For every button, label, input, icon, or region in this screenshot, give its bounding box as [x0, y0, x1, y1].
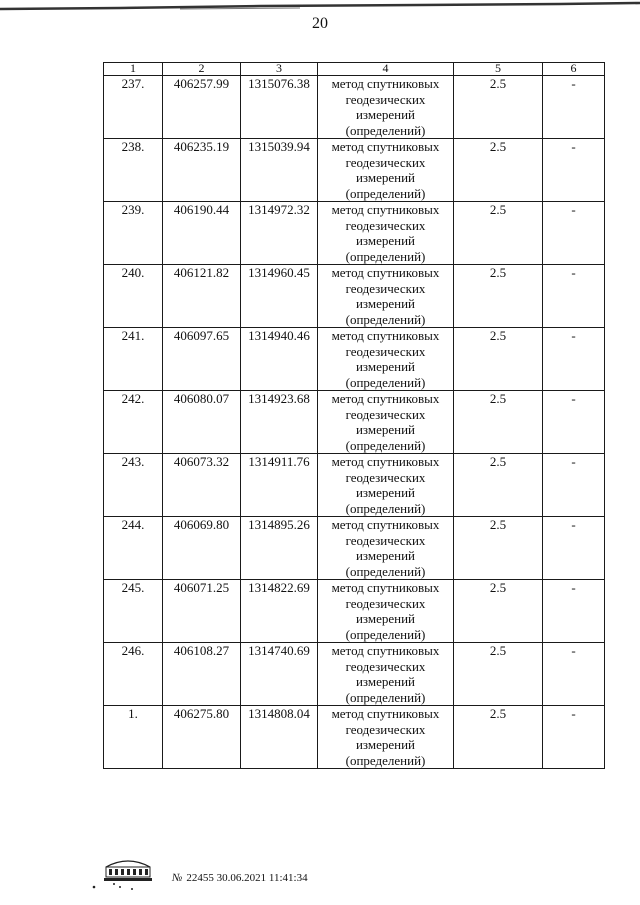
page-number: 20	[312, 15, 328, 32]
coordinate-y: 1314740.69	[241, 643, 318, 706]
method-cell: метод спутниковых геодезических измерений (определений)	[318, 454, 454, 517]
row-number: 237.	[104, 76, 163, 139]
registry-stamp-icon	[88, 853, 168, 893]
note-cell: -	[543, 265, 605, 328]
method-cell: метод спутниковых геодезических измерений (определений)	[318, 265, 454, 328]
coordinate-y: 1314911.76	[241, 454, 318, 517]
accuracy-cell: 2.5	[454, 139, 543, 202]
row-number: 245.	[104, 580, 163, 643]
column-header: 5	[454, 63, 543, 76]
method-cell: метод спутниковых геодезических измерений (определений)	[318, 580, 454, 643]
row-number: 244.	[104, 517, 163, 580]
row-number: 242.	[104, 391, 163, 454]
coordinate-y: 1315076.38	[241, 76, 318, 139]
column-header: 6	[543, 63, 605, 76]
method-cell: метод спутниковых геодезических измерений (определений)	[318, 517, 454, 580]
note-cell: -	[543, 580, 605, 643]
method-cell: метод спутниковых геодезических измерений (определений)	[318, 706, 454, 769]
table-row	[104, 76, 605, 139]
note-cell: -	[543, 454, 605, 517]
method-cell: метод спутниковых геодезических измерений (определений)	[318, 202, 454, 265]
accuracy-cell: 2.5	[454, 265, 543, 328]
row-number: 241.	[104, 328, 163, 391]
accuracy-cell: 2.5	[454, 580, 543, 643]
coordinate-x: 406121.82	[163, 265, 241, 328]
note-cell: -	[543, 76, 605, 139]
table-row	[104, 202, 605, 265]
column-header: 4	[318, 63, 454, 76]
table-row	[104, 517, 605, 580]
table-row	[104, 454, 605, 517]
scan-edge-mark	[0, 0, 640, 14]
row-number: 1.	[104, 706, 163, 769]
method-cell: метод спутниковых геодезических измерений (определений)	[318, 391, 454, 454]
coordinate-y: 1314923.68	[241, 391, 318, 454]
note-cell: -	[543, 643, 605, 706]
accuracy-cell: 2.5	[454, 517, 543, 580]
accuracy-cell: 2.5	[454, 391, 543, 454]
accuracy-cell: 2.5	[454, 328, 543, 391]
accuracy-cell: 2.5	[454, 76, 543, 139]
method-cell: метод спутниковых геодезических измерений (определений)	[318, 76, 454, 139]
table-row	[104, 391, 605, 454]
coordinates-table	[103, 62, 605, 769]
column-header: 2	[163, 63, 241, 76]
row-number: 239.	[104, 202, 163, 265]
table-row	[104, 265, 605, 328]
coordinate-y: 1314808.04	[241, 706, 318, 769]
row-number: 243.	[104, 454, 163, 517]
coordinate-x: 406108.27	[163, 643, 241, 706]
table-header-row	[104, 63, 605, 76]
method-cell: метод спутниковых геодезических измерений (определений)	[318, 139, 454, 202]
column-header: 3	[241, 63, 318, 76]
table-row	[104, 706, 605, 769]
coordinate-x: 406071.25	[163, 580, 241, 643]
coordinate-x: 406080.07	[163, 391, 241, 454]
coordinate-y: 1315039.94	[241, 139, 318, 202]
note-cell: -	[543, 202, 605, 265]
note-cell: -	[543, 139, 605, 202]
table-row	[104, 643, 605, 706]
note-cell: -	[543, 706, 605, 769]
table-row	[104, 139, 605, 202]
row-number: 238.	[104, 139, 163, 202]
coordinate-x: 406190.44	[163, 202, 241, 265]
document-symbol: №	[172, 872, 183, 884]
coordinate-x: 406235.19	[163, 139, 241, 202]
coordinate-y: 1314940.46	[241, 328, 318, 391]
accuracy-cell: 2.5	[454, 706, 543, 769]
coordinate-y: 1314895.26	[241, 517, 318, 580]
table-row	[104, 580, 605, 643]
method-cell: метод спутниковых геодезических измерений (определений)	[318, 643, 454, 706]
note-cell: -	[543, 328, 605, 391]
accuracy-cell: 2.5	[454, 202, 543, 265]
accuracy-cell: 2.5	[454, 643, 543, 706]
registration-stamp-text: 22455 30.06.2021 11:41:34	[186, 872, 308, 884]
row-number: 240.	[104, 265, 163, 328]
coordinate-y: 1314960.45	[241, 265, 318, 328]
coordinate-x: 406097.65	[163, 328, 241, 391]
accuracy-cell: 2.5	[454, 454, 543, 517]
note-cell: -	[543, 517, 605, 580]
coordinate-y: 1314972.32	[241, 202, 318, 265]
note-cell: -	[543, 391, 605, 454]
coordinate-x: 406069.80	[163, 517, 241, 580]
coordinate-x: 406275.80	[163, 706, 241, 769]
table-row	[104, 328, 605, 391]
method-cell: метод спутниковых геодезических измерений (определений)	[318, 328, 454, 391]
coordinate-x: 406073.32	[163, 454, 241, 517]
coordinate-y: 1314822.69	[241, 580, 318, 643]
registration-stamp	[172, 872, 308, 884]
row-number: 246.	[104, 643, 163, 706]
coordinate-x: 406257.99	[163, 76, 241, 139]
column-header: 1	[104, 63, 163, 76]
